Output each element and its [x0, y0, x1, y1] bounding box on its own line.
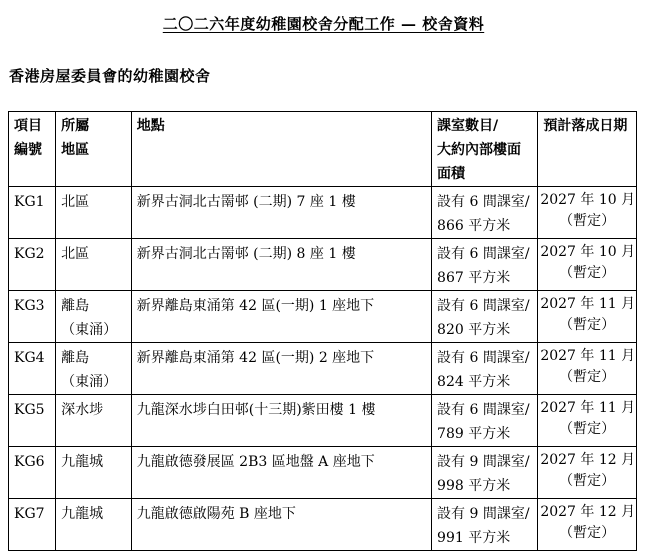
classroom-count: 設有 9 間課室/ [437, 506, 530, 522]
table-row [9, 291, 637, 343]
district-line: 離島 [61, 350, 90, 366]
tentative-note: （暫定） [559, 473, 616, 489]
tentative-note: （暫定） [559, 369, 616, 385]
classrooms-cell [432, 187, 538, 239]
location-cell: 九龍啟德啟陽苑 B 座地下 [131, 499, 431, 551]
header-line: 編號 [14, 142, 42, 158]
document-title [0, 13, 647, 34]
location-cell: 新界古洞北古罱邨 (二期) 7 座 1 樓 [131, 187, 431, 239]
location-cell: 新界古洞北古罱邨 (二期) 8 座 1 樓 [131, 239, 431, 291]
completion-date: 2027 年 10 月 [540, 244, 636, 260]
header-item-number [9, 112, 56, 187]
table-row [9, 343, 637, 395]
item-number-cell: KG6 [9, 447, 56, 499]
table-row [9, 187, 637, 239]
location-cell: 新界離島東涌第 42 區(一期) 1 座地下 [131, 291, 431, 343]
classroom-count: 設有 6 間課室/ [437, 246, 530, 262]
header-district [56, 112, 132, 187]
item-number-cell: KG3 [9, 291, 56, 343]
district-cell [56, 447, 132, 499]
completion-date: 2027 年 10 月 [540, 192, 636, 208]
completion-date: 2027 年 11 月 [540, 296, 636, 312]
floor-area: 998 平方米 [437, 478, 511, 494]
table-row [9, 395, 637, 447]
district-cell [56, 239, 132, 291]
floor-area: 820 平方米 [437, 322, 511, 338]
tentative-note: （暫定） [559, 421, 616, 437]
classroom-count: 設有 6 間課室/ [437, 350, 530, 366]
item-number-cell: KG7 [9, 499, 56, 551]
completion-date: 2027 年 12 月 [540, 504, 636, 520]
header-completion-date [538, 112, 637, 187]
district-subarea: （東涌） [61, 374, 118, 390]
tentative-note: （暫定） [559, 265, 616, 281]
completion-date-cell [538, 395, 637, 447]
location-cell: 九龍深水埗白田邨(十三期)紫田樓 1 樓 [131, 395, 431, 447]
classrooms-cell [432, 239, 538, 291]
district-line: 九龍城 [61, 454, 104, 470]
header-location [131, 112, 431, 187]
table-row [9, 499, 637, 551]
header-classrooms-area [432, 112, 538, 187]
tentative-note: （暫定） [559, 317, 616, 333]
table-header-row [9, 112, 637, 187]
header-line: 面積 [437, 166, 466, 182]
item-number-cell: KG2 [9, 239, 56, 291]
classrooms-cell [432, 447, 538, 499]
header-line: 預計落成日期 [543, 118, 628, 134]
classroom-count: 設有 6 間課室/ [437, 402, 530, 418]
floor-area: 824 平方米 [437, 374, 511, 390]
header-line: 所屬 [61, 118, 90, 134]
district-cell [56, 187, 132, 239]
district-cell [56, 499, 132, 551]
completion-date-cell [538, 499, 637, 551]
completion-date-cell [538, 343, 637, 395]
floor-area: 867 平方米 [437, 270, 511, 286]
kindergarten-premises-table [8, 111, 637, 551]
district-cell [56, 395, 132, 447]
completion-date: 2027 年 12 月 [540, 452, 636, 468]
tentative-note: （暫定） [559, 525, 616, 541]
district-line: 北區 [61, 194, 90, 210]
item-number-cell: KG4 [9, 343, 56, 395]
floor-area: 789 平方米 [437, 426, 511, 442]
header-line: 地區 [61, 142, 90, 158]
classroom-count: 設有 6 間課室/ [437, 194, 530, 210]
classroom-count: 設有 9 間課室/ [437, 454, 530, 470]
header-line: 課室數目/ [437, 118, 499, 134]
header-line: 大約內部樓面 [437, 142, 522, 158]
classrooms-cell [432, 395, 538, 447]
district-subarea: （東涌） [61, 322, 118, 338]
document-title-text: 二〇二六年度幼稚園校舍分配工作 — 校舍資料 [162, 15, 485, 33]
completion-date-cell [538, 187, 637, 239]
item-number-cell: KG5 [9, 395, 56, 447]
table-row [9, 447, 637, 499]
item-number-cell: KG1 [9, 187, 56, 239]
header-line: 項目 [14, 118, 42, 134]
classrooms-cell [432, 499, 538, 551]
table-row [9, 239, 637, 291]
completion-date-cell [538, 447, 637, 499]
location-cell: 新界離島東涌第 42 區(一期) 2 座地下 [131, 343, 431, 395]
district-cell [56, 291, 132, 343]
district-cell [56, 343, 132, 395]
completion-date-cell [538, 291, 637, 343]
district-line: 九龍城 [61, 506, 104, 522]
district-line: 離島 [61, 298, 90, 314]
header-line: 地點 [136, 118, 165, 134]
section-heading: 香港房屋委員會的幼稚園校舍 [9, 67, 211, 85]
district-line: 深水埗 [61, 402, 104, 418]
completion-date: 2027 年 11 月 [540, 348, 636, 364]
floor-area: 866 平方米 [437, 218, 511, 234]
completion-date-cell [538, 239, 637, 291]
classrooms-cell [432, 343, 538, 395]
district-line: 北區 [61, 246, 90, 262]
tentative-note: （暫定） [559, 213, 616, 229]
classrooms-cell [432, 291, 538, 343]
classroom-count: 設有 6 間課室/ [437, 298, 530, 314]
floor-area: 991 平方米 [437, 530, 511, 546]
location-cell: 九龍啟德發展區 2B3 區地盤 A 座地下 [131, 447, 431, 499]
completion-date: 2027 年 11 月 [540, 400, 636, 416]
